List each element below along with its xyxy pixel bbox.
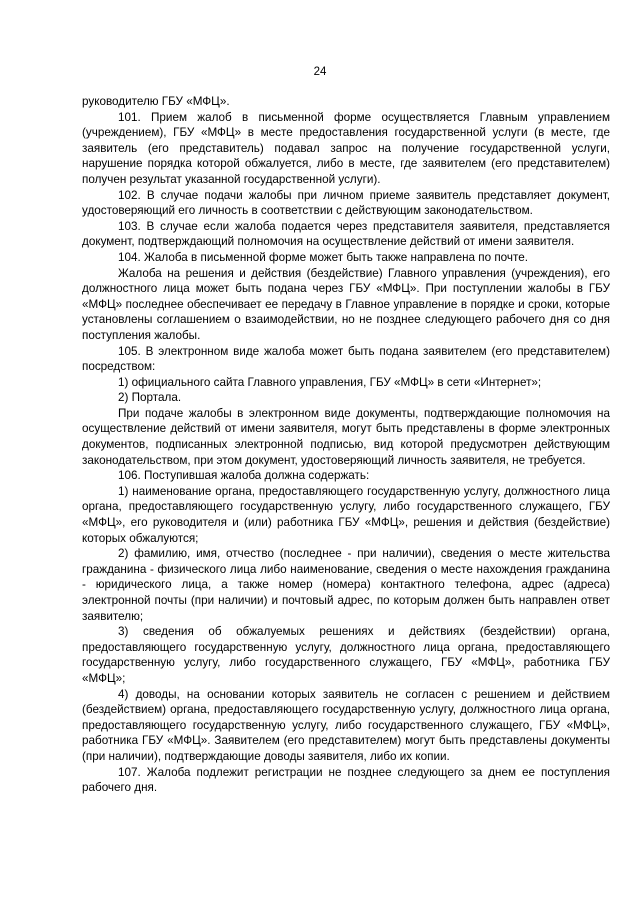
paragraph-101: 101. Прием жалоб в письменной форме осуществляется Главным управлением (учреждением), ГБУ «МФЦ» в месте предоставления государственной услуги (в месте, где заявитель (его представитель) подавал запрос на получение государственной услуги, нарушение порядка которой обжалуется, либо в месте, где заявителем (его представителем) получен результат указанной государственной услуги). (82, 110, 610, 186)
paragraph-104-mfc: Жалоба на решения и действия (бездействие) Главного управления (учреждения), его должностного лица может быть подана через ГБУ «МФЦ». При поступлении жалобы в ГБУ «МФЦ» последнее обеспечивает ее передачу в Главное управление в порядке и сроки, которые установлены соглашением о взаимодействии, но не позднее следующего рабочего дня со дня поступления жалобы. (82, 266, 610, 342)
paragraph-102: 102. В случае подачи жалобы при личном приеме заявитель представляет документ, удостоверяющий его личность в соответствии с действующим законодательством. (82, 188, 610, 218)
document-body (82, 94, 610, 796)
list-item-105-1: 1) официального сайта Главного управления, ГБУ «МФЦ» в сети «Интернет»; (118, 375, 542, 389)
paragraph-104: 104. Жалоба в письменной форме может быть также направлена по почте. (118, 250, 528, 264)
list-item-106-4: 4) доводы, на основании которых заявитель не согласен с решением и действием (бездействием) органа, предоставляющего государственную услугу, должностного лица органа, предоставляющего государственную услугу, либо государственного служащего, ГБУ «МФЦ», работника ГБУ «МФЦ». Заявителем (его представителем) могут быть представлены документы (при наличии), подтверждающие доводы заявителя, либо их копии. (82, 687, 610, 763)
paragraph-103: 103. В случае если жалоба подается через представителя заявителя, представляется документ, подтверждающий полномочия на осуществление действий от имени заявителя. (82, 219, 610, 249)
list-item-105-2: 2) Портала. (118, 391, 182, 405)
list-item-106-3: 3) сведения об обжалуемых решениях и действиях (бездействии) органа, предоставляющего государственную услугу, должностного лица органа, предоставляющего государственную услугу, либо государственного служащего, ГБУ «МФЦ», работника ГБУ «МФЦ»; (82, 625, 610, 685)
paragraph-105-electronic: При подаче жалобы в электронном виде документы, подтверждающие полномочия на осуществление действий от имени заявителя, могут быть представлены в форме электронных документов, подписанных электронной подписью, вид которой предусмотрен действующим законодательством, при этом документ, удостоверяющий личность заявителя, не требуется. (82, 406, 610, 467)
page-number: 24 (313, 66, 327, 78)
list-item-106-1: 1) наименование органа, предоставляющего государственную услугу, должностного лица органа, предоставляющего государственную услугу, либо государственного служащего, ГБУ «МФЦ», его руководителя и (или) работника ГБУ «МФЦ», решения и действия (бездействие) которых обжалуются; (82, 484, 610, 545)
paragraph-105: 105. В электронном виде жалоба может быть подана заявителем (его представителем) посредством: (82, 344, 610, 374)
list-item-106-2: 2) фамилию, имя, отчество (последнее - при наличии), сведения о месте жительства гражданина - физического лица либо наименование, сведения о месте нахождения гражданина - юридического лица, а также номер (номера) контактного телефона, адрес (адреса) электронной почты (при наличии) и почтовый адрес, по которым должен быть направлен ответ заявителю; (82, 547, 610, 623)
paragraph-continuation: руководителю ГБУ «МФЦ». (82, 95, 230, 108)
paragraph-106: 106. Поступившая жалоба должна содержать: (118, 469, 370, 483)
paragraph-107: 107. Жалоба подлежит регистрации не позднее следующего за днем ее поступления рабочего дня. (82, 765, 610, 795)
